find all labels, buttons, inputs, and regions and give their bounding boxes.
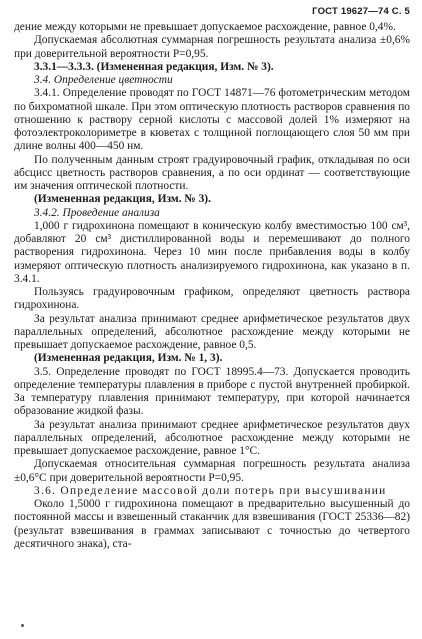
page-header: ГОСТ 19627—74 С. 5 xyxy=(312,6,410,17)
paragraph: За результат анализа принимают среднее арифметическое результатов двух параллельных определений, абсолютное расхождение между которыми не превышает допускаемое расхождение, равное 0,5. xyxy=(14,312,410,351)
amendment-note: (Измененная редакция, Изм. № 3). xyxy=(34,193,211,206)
section-heading: 3.6. Определение массовой доли потерь при высушивании xyxy=(34,484,387,497)
document-body xyxy=(14,21,410,551)
section-heading: 3.4.2. Проведение анализа xyxy=(34,206,160,219)
amendment-note: 3.3.1—3.3.3. (Измененная редакция, Изм. № 3). xyxy=(34,60,274,73)
paragraph: 3.4.1. Определение проводят по ГОСТ 14871—76 фотометрическим методом по бихроматной шкале. При этом оптическую плотность растворов сравнения по отношению к раствору серной кислоты с массовой долей 1% измеряют на фотоэлектроколориметре в кюветах с толщиной поглощающего слоя 50 мм при длине волны 400—450 нм. xyxy=(14,87,410,153)
amendment-note: (Измененная редакция, Изм. № 1, 3). xyxy=(34,352,223,365)
paragraph: дение между которыми не превышает допускаемое расхождение, равное 0,4%. xyxy=(14,21,396,33)
paragraph: По полученным данным строят градуировочный график, откладывая по оси абсцисс цветность растворов сравнения, а по оси ординат — соответствующие им значения оптической плотности. xyxy=(14,153,410,192)
paragraph: Пользуясь градуировочным графиком, определяют цветность раствора гидрохинона. xyxy=(14,286,410,312)
paragraph: Около 1,5000 г гидрохинона помещают в предварительно высушенный до постоянной массы и взвешенный стаканчик для взвешивания (ГОСТ 25336—82) (результат взвешивания в граммах записывают с точностью до четвертого десятичного знака), ста- xyxy=(14,498,410,550)
paragraph: 3.5. Определение проводят по ГОСТ 18995.4—73. Допускается проводить определение температуры плавления в приборе с пустой внутренней пробиркой. За температуру плавления принимают температуру, при которой начинается образование жидкой фазы. xyxy=(14,365,410,418)
section-heading: 3.4. Определение цветности xyxy=(34,74,173,86)
paragraph: Допускаемая относительная суммарная погрешность результата анализа ±0,6°С при доверительной вероятности P=0,95. xyxy=(14,458,410,484)
paragraph: Допускаемая абсолютная суммарная погрешность результата анализа ±0,6% при доверительной вероятности P=0,95. xyxy=(14,34,410,60)
paragraph: За результат анализа принимают среднее арифметическое результатов двух параллельных определений, абсолютное расхождение между которыми не превышает допускаемое расхождение, равное 1°С. xyxy=(14,418,410,457)
scan-dot xyxy=(21,624,24,627)
paragraph: 1,000 г гидрохинона помещают в коническую колбу вместимостью 100 см³, добавляют 20 см³ дистиллированной воды и перемешивают до полного растворения гидрохинона. Через 10 мин после прибавления воды в колбу измеряют оптическую плотность анализируемого гидрохинона, как указано в п. 3.4.1. xyxy=(14,219,410,285)
